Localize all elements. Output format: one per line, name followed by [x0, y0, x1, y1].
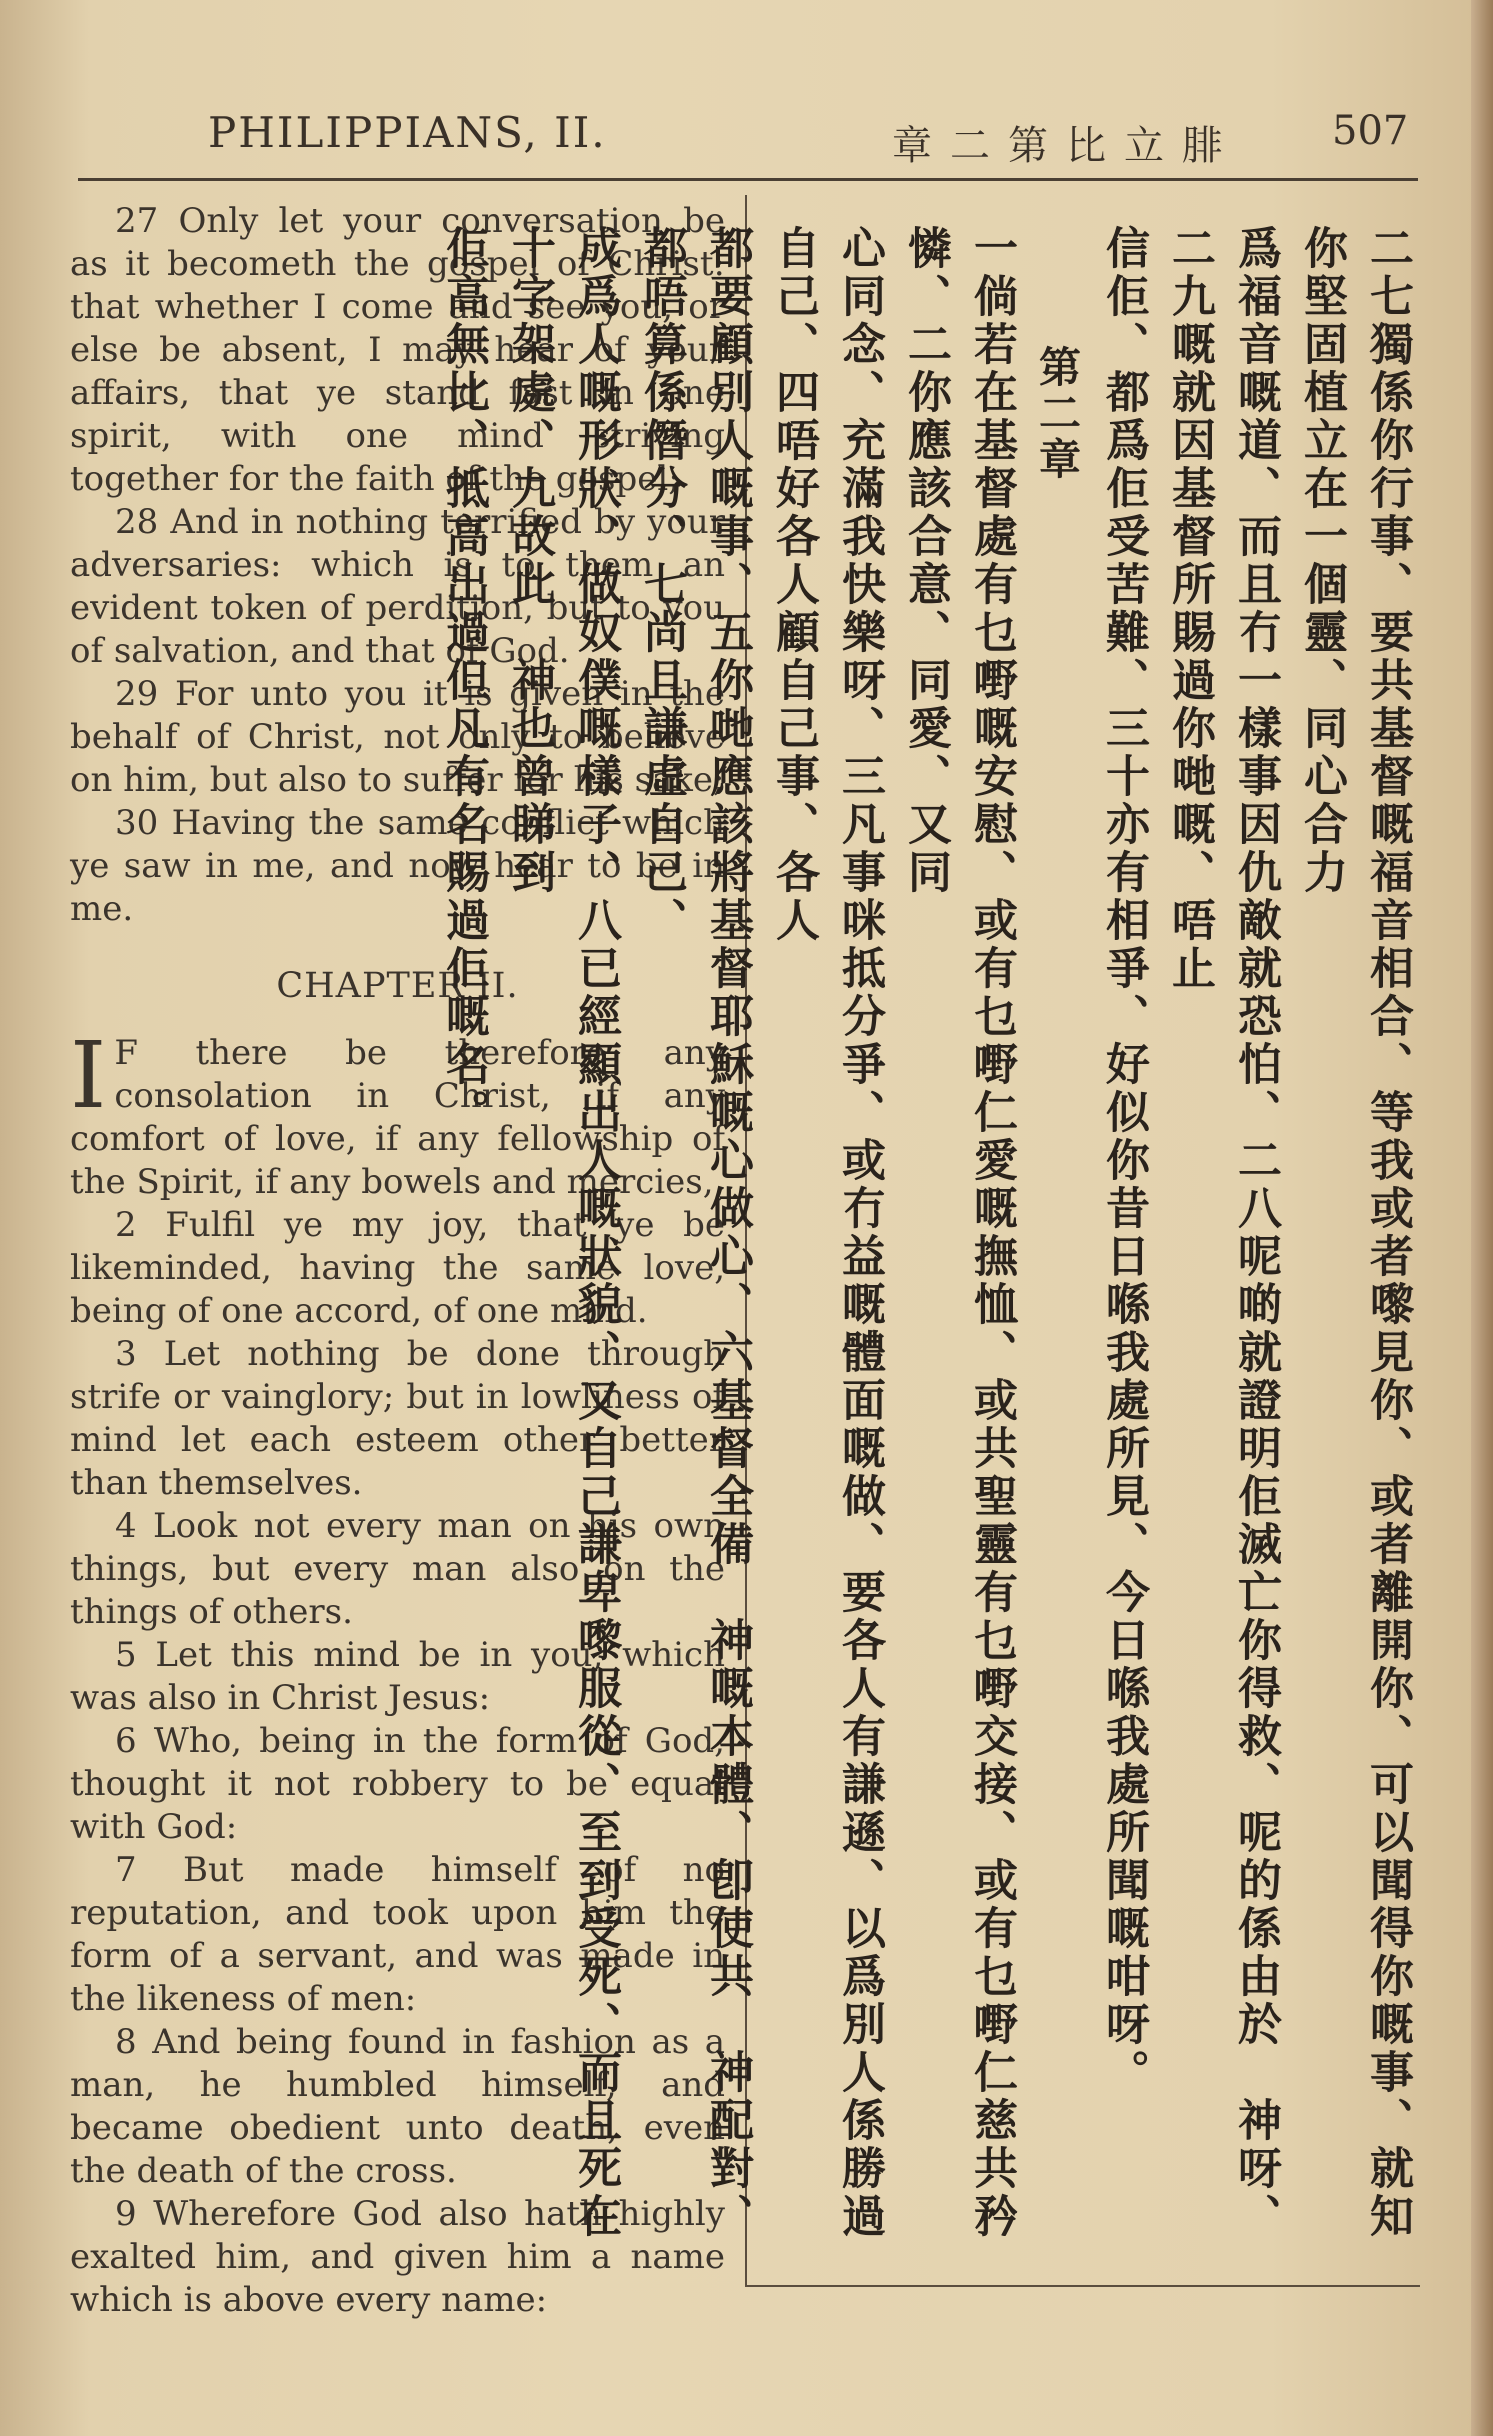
- verse-3: 3 Let nothing be done through strife or vainglory; but in lowliness of mind let each esteem other better than themselves.: [70, 1334, 725, 1503]
- verse-30: 30 Having the same conflict which ye saw in me, and now hear to be in me.: [70, 803, 725, 929]
- verse-29: 29 For unto you it is given in the behalf of Christ, not only to believe on him, but also to suffer for his sake;: [70, 674, 725, 800]
- page-edge: [1471, 0, 1493, 2436]
- page-number: 507: [1332, 108, 1409, 154]
- chinese-line: 一倘若在基督處有乜嘢嘅安慰、或有乜嘢仁愛嘅撫恤、或共聖靈有乜嘢交接、或有乜嘢仁慈共矜憐、二你應該合意、同愛、又同: [900, 225, 1017, 2241]
- chinese-line: 成爲人嘅形狀、做奴僕嘅樣子、八已經顯出人嘅狀貌、又自己謙卑嚟服從、至到受死、而且死在十字架處、九故此 神也曾睇到: [504, 225, 621, 2241]
- chinese-line: 心同念、充滿我快樂呀、三凡事咪抵分爭、或冇益嘅體面嘅做、要各人有謙遜、以爲別人係勝過自己、四唔好各人顧自己事、各人: [768, 225, 885, 2241]
- chinese-text-column: [438, 225, 1420, 2265]
- verse-5: 5 Let this mind be in you, which was also in Christ Jesus:: [70, 1635, 725, 1718]
- chinese-line: 二七獨係你行事、要共基督嘅福音相合、等我或者嚟見你、或者離開你、可以聞得你嘅事、就知你堅固植立在一個靈、同心合力: [1296, 225, 1413, 2241]
- verse-27: 27 Only let your conversation be as it becometh the gospel of Christ: that whether I come and see you, or else be absent, I may hear of your affairs, that ye stand fast in one spirit, with one mind striving together for the faith of the gospel;: [70, 201, 725, 499]
- chinese-chapter-heading: 第二章: [1033, 345, 1082, 483]
- verse-4: 4 Look not every man on his own things, but every man also on the things of others.: [70, 1506, 725, 1632]
- verse-7: 7 But made himself of no reputation, and took upon him the form of a servant, and was made in the likeness of men:: [70, 1850, 725, 2019]
- chapter-heading: CHAPTER II.: [276, 966, 519, 1006]
- running-head: PHILIPPIANS, II.: [208, 108, 607, 157]
- verse-8: 8 And being found in fashion as a man, he humbled himself, and became obedient unto death, even the death of the cross.: [70, 2022, 725, 2191]
- chinese-running-head: 章二第比立腓: [892, 123, 1240, 169]
- verse-1-text: F there be therefore any consolation in Christ, if any comfort of love, if any fellowship of the Spirit, if any bowels and mercies,: [70, 1033, 725, 1202]
- drop-cap: I: [70, 1022, 107, 1129]
- page-header: [60, 108, 1420, 178]
- chinese-line: 信佢、都爲佢受苦難、三十亦有相爭、好似你昔日喺我處所見、今日喺我處所聞嘅咁呀。: [1098, 225, 1149, 2097]
- chinese-line: 佢高無比、抵高出過但凡有名賜過佢嘅名。: [438, 225, 489, 1137]
- chinese-line: 都要顧別人嘅事、五你哋應該將基督耶穌嘅心做心、六基督全備 神嘅本體、卽使共 神配對、都唔算係僭分、七尚且謙虛自己、: [636, 225, 753, 2241]
- verse-2: 2 Fulfil ye my joy, that ye be likeminded, having the same love, being of one accord, of one mind.: [70, 1205, 725, 1331]
- verse-6: 6 Who, being in the form of God, thought it not robbery to be equal with God:: [70, 1721, 725, 1847]
- chinese-line: 爲福音嘅道、而且冇一樣事因仇敵就恐怕、二八呢啲就證明佢滅亡你得救、呢的係由於 神呀、二九嘅就因基督所賜過你哋嘅、唔止: [1164, 225, 1281, 2241]
- verse-28: 28 And in nothing terrified by your adversaries: which is to them an evident token of perdition, but to you of salvation, and that of God.: [70, 502, 725, 671]
- header-rule: [78, 178, 1418, 181]
- verse-9: 9 Wherefore God also hath highly exalted him, and given him a name which is above every name:: [70, 2194, 725, 2320]
